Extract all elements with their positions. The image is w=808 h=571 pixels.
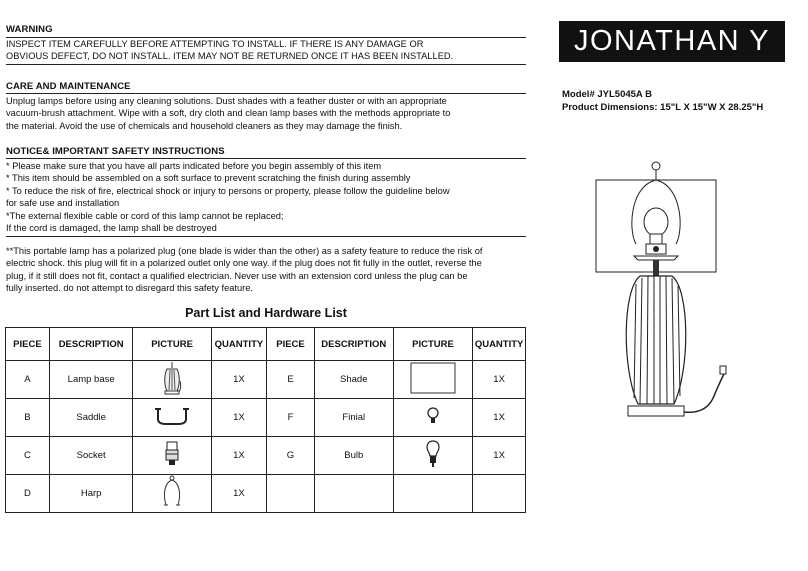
lamp-plinth (628, 406, 684, 416)
finial-shape (652, 162, 660, 170)
plug-notice (6, 245, 482, 295)
quantity-cell: 1X (473, 437, 526, 475)
picture-cell (133, 475, 211, 513)
picture-cell (393, 361, 472, 399)
plug-line: electric shock. this plug will fit in a polarized outlet only one way. if the plug does not fit fully in the outlet, reverse the (6, 258, 482, 269)
safety-line: *The external flexible cable or cord of this lamp cannot be replaced; (6, 210, 284, 221)
piece-cell: G (267, 437, 315, 475)
quantity-cell: 1X (211, 437, 267, 475)
table-row (6, 437, 526, 475)
table-row (6, 361, 526, 399)
parts-header-row (6, 328, 526, 361)
header-piece: PIECE (6, 328, 50, 361)
description-cell: Saddle (49, 399, 133, 437)
harp-icon (161, 475, 183, 509)
table-row (6, 475, 526, 513)
picture-cell (393, 437, 472, 475)
piece-cell: C (6, 437, 50, 475)
description-cell: Harp (49, 475, 133, 513)
description-cell (314, 475, 393, 513)
care-line: vacuum-brush attachment. Wipe with a soft, dry cloth and clean lamp bases with the methods appropriate to (6, 108, 451, 119)
quantity-cell (473, 475, 526, 513)
quantity-cell: 1X (211, 399, 267, 437)
saddle-icon (154, 405, 190, 427)
warning-bottom-rule (6, 64, 526, 65)
care-text (6, 95, 450, 132)
description-cell: Lamp base (49, 361, 133, 399)
lamp-neck (653, 260, 659, 276)
socket-icon (164, 441, 180, 467)
bulb-icon (425, 440, 441, 468)
brand-logo: JONATHAN Y (559, 21, 785, 62)
warning-text (6, 38, 453, 63)
description-cell: Bulb (314, 437, 393, 475)
quantity-cell: 1X (473, 361, 526, 399)
warning-line: OBVIOUS DEFECT, DO NOT INSTALL. ITEM MAY NOT BE RETURNED ONCE IT HAS BEEN INSTALLED. (6, 51, 454, 62)
piece-cell: F (267, 399, 315, 437)
safety-bottom-rule (6, 236, 526, 237)
lamp-base-icon (162, 361, 182, 395)
piece-cell: A (6, 361, 50, 399)
header-quantity: QUANTITY (473, 328, 526, 361)
quantity-cell: 1X (211, 361, 267, 399)
description-cell: Finial (314, 399, 393, 437)
safety-rule (6, 158, 526, 159)
safety-line: * Please make sure that you have all parts indicated before you begin assembly of this item (6, 161, 382, 171)
safety-line: * To reduce the risk of fire, electrical shock or injury to persons or property, please follow the guideline below (6, 185, 450, 196)
bulb-base (650, 234, 662, 244)
model-number: Model# JYL5045A B (562, 89, 652, 100)
piece-cell (267, 475, 315, 513)
safety-text (6, 160, 450, 234)
care-line: the material. Avoid the use of chemicals and household cleaners as they may damage the finish. (6, 120, 403, 131)
header-picture: PICTURE (393, 328, 472, 361)
table-row (6, 399, 526, 437)
picture-cell (393, 399, 472, 437)
parts-table (5, 327, 526, 513)
shade-icon (410, 362, 456, 394)
safety-line: If the cord is damaged, the lamp shall be destroyed (6, 223, 217, 234)
plug-line: **This portable lamp has a polarized plug (one blade is wider than the other) as a safety feature to reduce the risk of (6, 246, 483, 256)
header-description: DESCRIPTION (49, 328, 133, 361)
picture-cell (133, 361, 211, 399)
header-picture: PICTURE (133, 328, 211, 361)
header-quantity: QUANTITY (211, 328, 267, 361)
picture-cell (133, 437, 211, 475)
warning-line: INSPECT ITEM CAREFULLY BEFORE ATTEMPTING TO INSTALL. IF THERE IS ANY DAMAGE OR (6, 39, 424, 49)
piece-cell: E (267, 361, 315, 399)
lamp-illustration (590, 160, 750, 420)
socket-knob (653, 246, 659, 252)
plug-line: fully inserted. do not attempt to disregard this safety feature. (6, 283, 254, 294)
picture-cell (133, 399, 211, 437)
description-cell: Socket (49, 437, 133, 475)
description-cell: Shade (314, 361, 393, 399)
parts-table-title: Part List and Hardware List (185, 306, 347, 320)
product-dimensions: Product Dimensions: 15"L X 15"W X 28.25"H (562, 102, 764, 113)
piece-cell: B (6, 399, 50, 437)
care-line: Unplug lamps before using any cleaning solutions. Dust shades with a feather duster or with an appropriate (6, 96, 447, 106)
piece-cell: D (6, 475, 50, 513)
care-rule (6, 93, 526, 94)
safety-line: * This item should be assembled on a soft surface to prevent scratching the finish during assembly (6, 173, 411, 184)
warning-title: WARNING (6, 24, 53, 35)
safety-title: NOTICE& IMPORTANT SAFETY INSTRUCTIONS (6, 146, 225, 157)
saddle-shape (634, 256, 678, 260)
header-description: DESCRIPTION (314, 328, 393, 361)
finial-icon (426, 407, 440, 425)
safety-line: for safe use and installation (6, 198, 120, 209)
quantity-cell: 1X (211, 475, 267, 513)
picture-cell (393, 475, 472, 513)
care-title: CARE AND MAINTENANCE (6, 81, 131, 92)
plug-line: plug, if it still does not fit, contact a qualified electrician. Never use with an extension cord unless the plug can be (6, 270, 468, 281)
plug-shape (720, 366, 726, 374)
lamp-cord (684, 374, 724, 412)
quantity-cell: 1X (473, 399, 526, 437)
header-piece: PIECE (267, 328, 315, 361)
bulb-shape (644, 208, 668, 236)
